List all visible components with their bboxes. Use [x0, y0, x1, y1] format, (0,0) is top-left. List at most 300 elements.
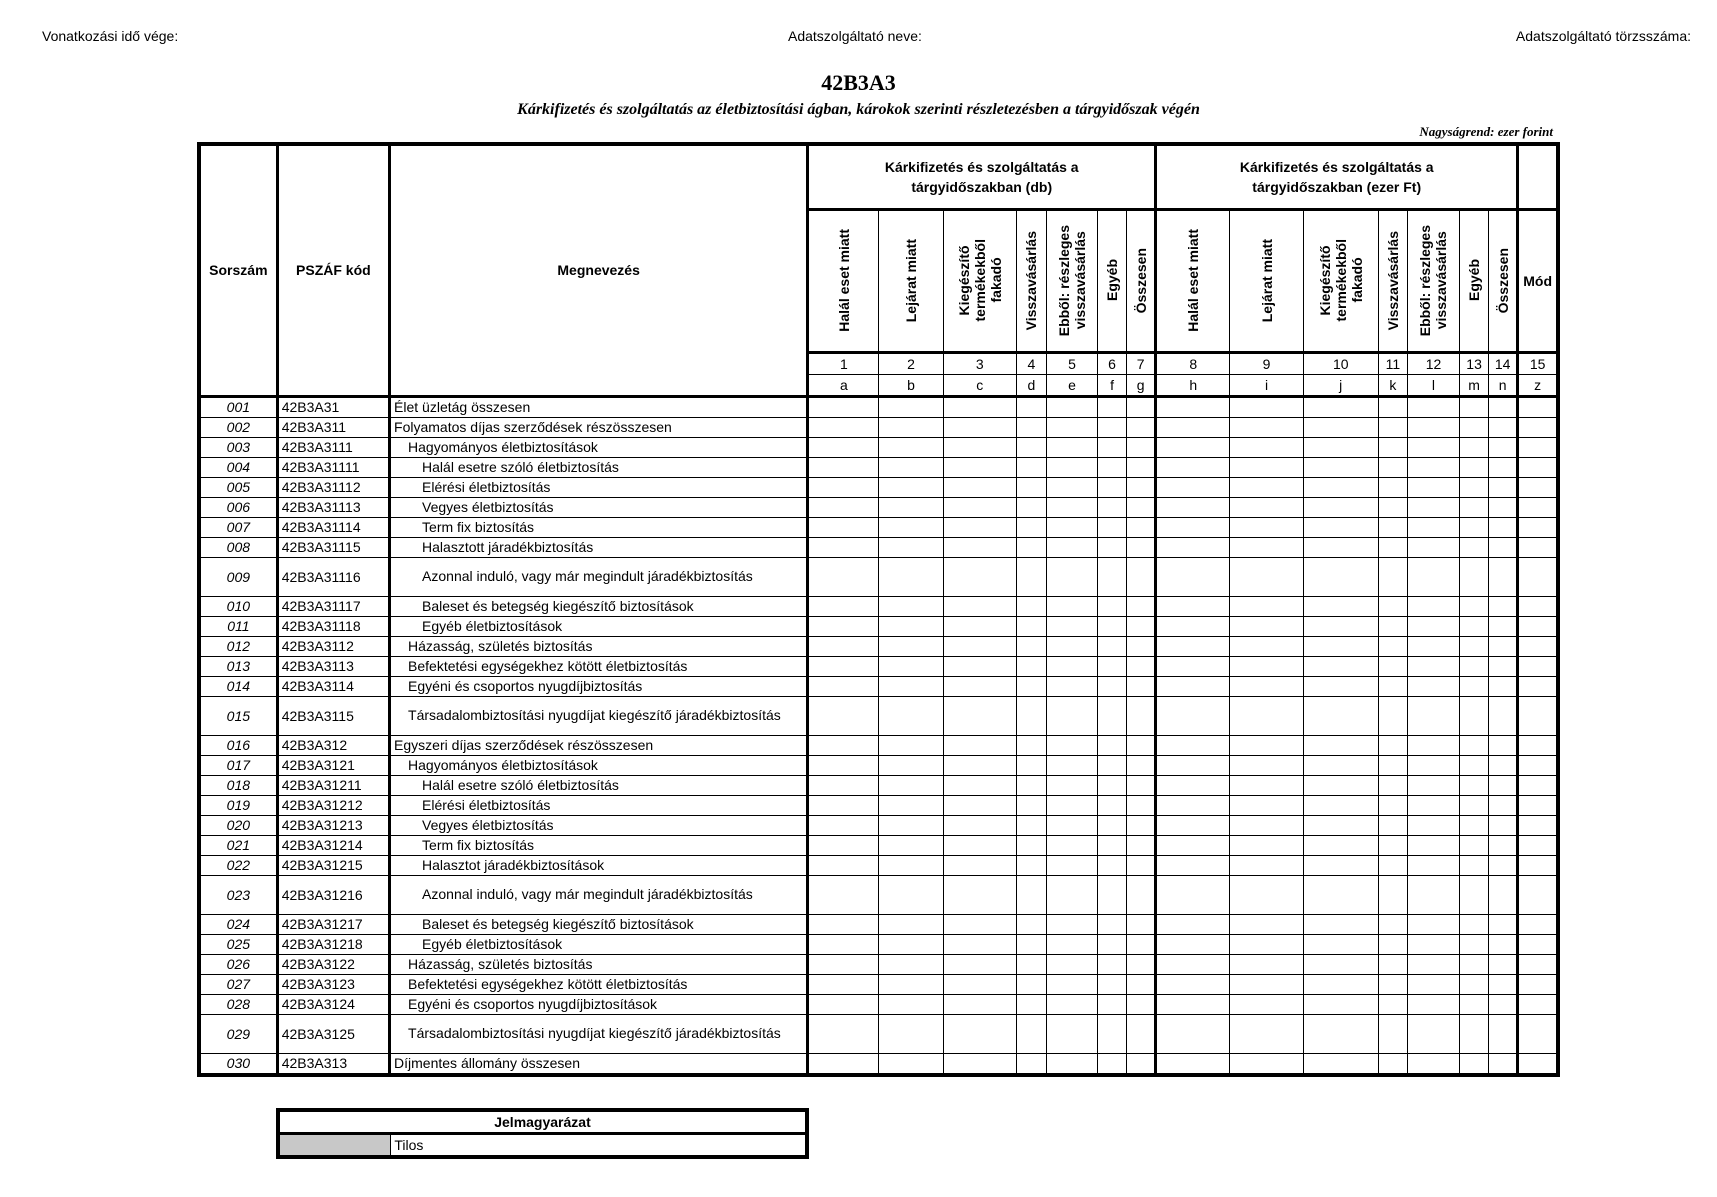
data-cell[interactable] [1127, 537, 1156, 557]
data-cell[interactable] [943, 457, 1016, 477]
data-cell[interactable] [1016, 974, 1046, 994]
data-cell[interactable] [1127, 1014, 1156, 1053]
data-cell[interactable] [943, 1014, 1016, 1053]
data-cell[interactable] [943, 934, 1016, 954]
data-cell[interactable] [808, 557, 879, 596]
data-cell[interactable] [1046, 497, 1097, 517]
data-cell[interactable] [1303, 994, 1378, 1014]
data-cell[interactable] [1489, 914, 1518, 934]
data-cell[interactable] [1098, 994, 1127, 1014]
data-cell[interactable] [1046, 835, 1097, 855]
data-cell[interactable] [1098, 676, 1127, 696]
data-cell[interactable] [1407, 676, 1459, 696]
data-cell[interactable] [1127, 914, 1156, 934]
data-cell[interactable] [1518, 417, 1558, 437]
data-cell[interactable] [1016, 537, 1046, 557]
data-cell[interactable] [1156, 636, 1230, 656]
data-cell[interactable] [1127, 676, 1156, 696]
data-cell[interactable] [1230, 974, 1303, 994]
data-cell[interactable] [943, 954, 1016, 974]
data-cell[interactable] [1230, 537, 1303, 557]
data-cell[interactable] [1156, 417, 1230, 437]
data-cell[interactable] [1460, 1053, 1489, 1075]
data-cell[interactable] [1303, 497, 1378, 517]
data-cell[interactable] [1230, 497, 1303, 517]
data-cell[interactable] [879, 596, 943, 616]
data-cell[interactable] [1230, 835, 1303, 855]
data-cell[interactable] [1230, 596, 1303, 616]
data-cell[interactable] [808, 497, 879, 517]
data-cell[interactable] [1378, 934, 1407, 954]
data-cell[interactable] [1046, 457, 1097, 477]
data-cell[interactable] [1407, 1014, 1459, 1053]
data-cell[interactable] [1046, 596, 1097, 616]
data-cell[interactable] [1460, 477, 1489, 497]
data-cell[interactable] [1127, 656, 1156, 676]
data-cell[interactable] [1378, 396, 1407, 417]
data-cell[interactable] [1127, 517, 1156, 537]
data-cell[interactable] [1098, 815, 1127, 835]
data-cell[interactable] [1230, 735, 1303, 755]
data-cell[interactable] [1156, 914, 1230, 934]
data-cell[interactable] [1489, 696, 1518, 735]
data-cell[interactable] [879, 497, 943, 517]
data-cell[interactable] [1303, 636, 1378, 656]
data-cell[interactable] [943, 417, 1016, 437]
data-cell[interactable] [808, 775, 879, 795]
data-cell[interactable] [1046, 954, 1097, 974]
data-cell[interactable] [1378, 735, 1407, 755]
data-cell[interactable] [1303, 875, 1378, 914]
data-cell[interactable] [1460, 735, 1489, 755]
data-cell[interactable] [1518, 735, 1558, 755]
data-cell[interactable] [1460, 775, 1489, 795]
data-cell[interactable] [1127, 954, 1156, 974]
data-cell[interactable] [1460, 855, 1489, 875]
data-cell[interactable] [943, 656, 1016, 676]
data-cell[interactable] [1046, 974, 1097, 994]
data-cell[interactable] [1518, 477, 1558, 497]
data-cell[interactable] [1378, 974, 1407, 994]
data-cell[interactable] [1489, 497, 1518, 517]
data-cell[interactable] [1518, 497, 1558, 517]
data-cell[interactable] [1378, 755, 1407, 775]
data-cell[interactable] [808, 457, 879, 477]
data-cell[interactable] [943, 477, 1016, 497]
data-cell[interactable] [1046, 775, 1097, 795]
data-cell[interactable] [1407, 954, 1459, 974]
data-cell[interactable] [943, 855, 1016, 875]
data-cell[interactable] [1489, 875, 1518, 914]
data-cell[interactable] [1016, 994, 1046, 1014]
data-cell[interactable] [1230, 914, 1303, 934]
data-cell[interactable] [1518, 517, 1558, 537]
data-cell[interactable] [1127, 875, 1156, 914]
data-cell[interactable] [1518, 437, 1558, 457]
data-cell[interactable] [808, 656, 879, 676]
data-cell[interactable] [1407, 537, 1459, 557]
data-cell[interactable] [1230, 1053, 1303, 1075]
data-cell[interactable] [1378, 875, 1407, 914]
data-cell[interactable] [1489, 517, 1518, 537]
data-cell[interactable] [1156, 396, 1230, 417]
data-cell[interactable] [1016, 795, 1046, 815]
data-cell[interactable] [1016, 497, 1046, 517]
data-cell[interactable] [1046, 875, 1097, 914]
data-cell[interactable] [1378, 636, 1407, 656]
data-cell[interactable] [1407, 477, 1459, 497]
data-cell[interactable] [1127, 1053, 1156, 1075]
data-cell[interactable] [808, 636, 879, 656]
data-cell[interactable] [1489, 656, 1518, 676]
data-cell[interactable] [1518, 676, 1558, 696]
data-cell[interactable] [1407, 735, 1459, 755]
data-cell[interactable] [1378, 557, 1407, 596]
data-cell[interactable] [1378, 954, 1407, 974]
data-cell[interactable] [879, 974, 943, 994]
data-cell[interactable] [1378, 656, 1407, 676]
data-cell[interactable] [1489, 396, 1518, 417]
data-cell[interactable] [943, 875, 1016, 914]
data-cell[interactable] [1518, 835, 1558, 855]
data-cell[interactable] [1378, 775, 1407, 795]
data-cell[interactable] [1378, 1053, 1407, 1075]
data-cell[interactable] [1407, 656, 1459, 676]
data-cell[interactable] [808, 735, 879, 755]
data-cell[interactable] [1016, 437, 1046, 457]
data-cell[interactable] [1156, 676, 1230, 696]
data-cell[interactable] [1098, 656, 1127, 676]
data-cell[interactable] [1016, 636, 1046, 656]
data-cell[interactable] [1046, 636, 1097, 656]
data-cell[interactable] [1378, 417, 1407, 437]
data-cell[interactable] [1303, 656, 1378, 676]
data-cell[interactable] [1518, 795, 1558, 815]
data-cell[interactable] [879, 1014, 943, 1053]
data-cell[interactable] [808, 934, 879, 954]
data-cell[interactable] [879, 755, 943, 775]
data-cell[interactable] [1156, 477, 1230, 497]
data-cell[interactable] [1230, 994, 1303, 1014]
data-cell[interactable] [1460, 656, 1489, 676]
data-cell[interactable] [1460, 457, 1489, 477]
data-cell[interactable] [1230, 855, 1303, 875]
data-cell[interactable] [1460, 497, 1489, 517]
data-cell[interactable] [1230, 636, 1303, 656]
data-cell[interactable] [1046, 656, 1097, 676]
data-cell[interactable] [1098, 437, 1127, 457]
data-cell[interactable] [1016, 616, 1046, 636]
data-cell[interactable] [1407, 616, 1459, 636]
data-cell[interactable] [1098, 616, 1127, 636]
data-cell[interactable] [1489, 755, 1518, 775]
data-cell[interactable] [1489, 557, 1518, 596]
data-cell[interactable] [879, 676, 943, 696]
data-cell[interactable] [879, 457, 943, 477]
data-cell[interactable] [1407, 636, 1459, 656]
data-cell[interactable] [1127, 696, 1156, 735]
data-cell[interactable] [1303, 676, 1378, 696]
data-cell[interactable] [1156, 557, 1230, 596]
data-cell[interactable] [879, 656, 943, 676]
data-cell[interactable] [1016, 815, 1046, 835]
data-cell[interactable] [943, 616, 1016, 636]
data-cell[interactable] [943, 557, 1016, 596]
data-cell[interactable] [1230, 696, 1303, 735]
data-cell[interactable] [943, 596, 1016, 616]
data-cell[interactable] [943, 537, 1016, 557]
data-cell[interactable] [1156, 537, 1230, 557]
data-cell[interactable] [1378, 914, 1407, 934]
data-cell[interactable] [1156, 1053, 1230, 1075]
data-cell[interactable] [1046, 795, 1097, 815]
data-cell[interactable] [1460, 557, 1489, 596]
data-cell[interactable] [1156, 755, 1230, 775]
data-cell[interactable] [1489, 855, 1518, 875]
data-cell[interactable] [1098, 636, 1127, 656]
data-cell[interactable] [943, 815, 1016, 835]
data-cell[interactable] [1127, 636, 1156, 656]
data-cell[interactable] [1046, 1053, 1097, 1075]
data-cell[interactable] [1407, 755, 1459, 775]
data-cell[interactable] [1016, 735, 1046, 755]
data-cell[interactable] [879, 537, 943, 557]
data-cell[interactable] [1460, 815, 1489, 835]
data-cell[interactable] [1303, 457, 1378, 477]
data-cell[interactable] [1489, 477, 1518, 497]
data-cell[interactable] [879, 636, 943, 656]
data-cell[interactable] [808, 1014, 879, 1053]
data-cell[interactable] [1016, 934, 1046, 954]
data-cell[interactable] [1016, 656, 1046, 676]
data-cell[interactable] [1016, 517, 1046, 537]
data-cell[interactable] [1098, 557, 1127, 596]
data-cell[interactable] [1518, 616, 1558, 636]
data-cell[interactable] [1518, 855, 1558, 875]
data-cell[interactable] [1518, 954, 1558, 974]
data-cell[interactable] [1518, 457, 1558, 477]
data-cell[interactable] [1518, 537, 1558, 557]
data-cell[interactable] [1489, 616, 1518, 636]
data-cell[interactable] [1230, 1014, 1303, 1053]
data-cell[interactable] [1407, 396, 1459, 417]
data-cell[interactable] [1046, 855, 1097, 875]
data-cell[interactable] [1016, 696, 1046, 735]
data-cell[interactable] [1127, 735, 1156, 755]
data-cell[interactable] [879, 396, 943, 417]
data-cell[interactable] [1098, 775, 1127, 795]
data-cell[interactable] [1489, 934, 1518, 954]
data-cell[interactable] [1378, 616, 1407, 636]
data-cell[interactable] [1127, 974, 1156, 994]
data-cell[interactable] [1407, 1053, 1459, 1075]
data-cell[interactable] [1046, 1014, 1097, 1053]
data-cell[interactable] [1046, 537, 1097, 557]
data-cell[interactable] [1127, 417, 1156, 437]
data-cell[interactable] [1460, 517, 1489, 537]
data-cell[interactable] [1378, 497, 1407, 517]
data-cell[interactable] [1303, 557, 1378, 596]
data-cell[interactable] [808, 994, 879, 1014]
data-cell[interactable] [943, 696, 1016, 735]
data-cell[interactable] [879, 815, 943, 835]
data-cell[interactable] [1230, 616, 1303, 636]
data-cell[interactable] [1046, 477, 1097, 497]
data-cell[interactable] [1127, 775, 1156, 795]
data-cell[interactable] [1378, 835, 1407, 855]
data-cell[interactable] [1489, 417, 1518, 437]
data-cell[interactable] [808, 477, 879, 497]
data-cell[interactable] [1046, 396, 1097, 417]
data-cell[interactable] [1407, 557, 1459, 596]
data-cell[interactable] [1230, 557, 1303, 596]
data-cell[interactable] [1016, 457, 1046, 477]
data-cell[interactable] [1016, 396, 1046, 417]
data-cell[interactable] [1489, 457, 1518, 477]
data-cell[interactable] [1303, 1014, 1378, 1053]
data-cell[interactable] [1016, 914, 1046, 934]
data-cell[interactable] [1156, 735, 1230, 755]
data-cell[interactable] [1489, 537, 1518, 557]
data-cell[interactable] [808, 855, 879, 875]
data-cell[interactable] [808, 616, 879, 636]
data-cell[interactable] [1046, 934, 1097, 954]
data-cell[interactable] [1303, 835, 1378, 855]
data-cell[interactable] [1407, 517, 1459, 537]
data-cell[interactable] [879, 735, 943, 755]
data-cell[interactable] [1460, 417, 1489, 437]
data-cell[interactable] [1127, 815, 1156, 835]
data-cell[interactable] [1156, 1014, 1230, 1053]
data-cell[interactable] [1489, 676, 1518, 696]
data-cell[interactable] [1378, 596, 1407, 616]
data-cell[interactable] [1098, 596, 1127, 616]
data-cell[interactable] [879, 477, 943, 497]
data-cell[interactable] [1518, 775, 1558, 795]
data-cell[interactable] [1489, 775, 1518, 795]
data-cell[interactable] [1518, 1053, 1558, 1075]
data-cell[interactable] [1156, 855, 1230, 875]
data-cell[interactable] [1518, 815, 1558, 835]
data-cell[interactable] [943, 1053, 1016, 1075]
data-cell[interactable] [1489, 994, 1518, 1014]
data-cell[interactable] [1156, 934, 1230, 954]
data-cell[interactable] [1378, 1014, 1407, 1053]
data-cell[interactable] [1156, 437, 1230, 457]
data-cell[interactable] [1303, 795, 1378, 815]
data-cell[interactable] [1127, 477, 1156, 497]
data-cell[interactable] [943, 497, 1016, 517]
data-cell[interactable] [808, 537, 879, 557]
data-cell[interactable] [1156, 795, 1230, 815]
data-cell[interactable] [1098, 954, 1127, 974]
data-cell[interactable] [808, 517, 879, 537]
data-cell[interactable] [1303, 755, 1378, 775]
data-cell[interactable] [1016, 596, 1046, 616]
data-cell[interactable] [1127, 457, 1156, 477]
data-cell[interactable] [1460, 755, 1489, 775]
data-cell[interactable] [1098, 457, 1127, 477]
data-cell[interactable] [1230, 934, 1303, 954]
data-cell[interactable] [1303, 616, 1378, 636]
data-cell[interactable] [1098, 417, 1127, 437]
data-cell[interactable] [943, 517, 1016, 537]
data-cell[interactable] [1127, 557, 1156, 596]
data-cell[interactable] [1303, 855, 1378, 875]
data-cell[interactable] [1378, 437, 1407, 457]
data-cell[interactable] [1230, 954, 1303, 974]
data-cell[interactable] [1098, 537, 1127, 557]
data-cell[interactable] [1127, 396, 1156, 417]
data-cell[interactable] [1156, 775, 1230, 795]
data-cell[interactable] [1098, 795, 1127, 815]
data-cell[interactable] [1046, 417, 1097, 437]
data-cell[interactable] [1016, 954, 1046, 974]
data-cell[interactable] [1518, 875, 1558, 914]
data-cell[interactable] [1407, 596, 1459, 616]
data-cell[interactable] [1016, 855, 1046, 875]
data-cell[interactable] [1489, 1014, 1518, 1053]
data-cell[interactable] [1303, 477, 1378, 497]
data-cell[interactable] [943, 795, 1016, 815]
data-cell[interactable] [1016, 835, 1046, 855]
data-cell[interactable] [1378, 477, 1407, 497]
data-cell[interactable] [1460, 1014, 1489, 1053]
data-cell[interactable] [1407, 497, 1459, 517]
data-cell[interactable] [1460, 636, 1489, 656]
data-cell[interactable] [943, 437, 1016, 457]
data-cell[interactable] [1407, 815, 1459, 835]
data-cell[interactable] [1460, 616, 1489, 636]
data-cell[interactable] [1518, 396, 1558, 417]
data-cell[interactable] [943, 676, 1016, 696]
data-cell[interactable] [1046, 676, 1097, 696]
data-cell[interactable] [808, 1053, 879, 1075]
data-cell[interactable] [1046, 696, 1097, 735]
data-cell[interactable] [808, 596, 879, 616]
data-cell[interactable] [879, 835, 943, 855]
data-cell[interactable] [1230, 656, 1303, 676]
data-cell[interactable] [1489, 596, 1518, 616]
data-cell[interactable] [943, 974, 1016, 994]
data-cell[interactable] [1460, 835, 1489, 855]
data-cell[interactable] [1156, 616, 1230, 636]
data-cell[interactable] [943, 396, 1016, 417]
data-cell[interactable] [1489, 735, 1518, 755]
data-cell[interactable] [1460, 914, 1489, 934]
data-cell[interactable] [1518, 656, 1558, 676]
data-cell[interactable] [1460, 974, 1489, 994]
data-cell[interactable] [1303, 596, 1378, 616]
data-cell[interactable] [1230, 755, 1303, 775]
data-cell[interactable] [1156, 517, 1230, 537]
data-cell[interactable] [1518, 696, 1558, 735]
data-cell[interactable] [1518, 1014, 1558, 1053]
data-cell[interactable] [1016, 755, 1046, 775]
data-cell[interactable] [1127, 934, 1156, 954]
data-cell[interactable] [1127, 596, 1156, 616]
data-cell[interactable] [1460, 994, 1489, 1014]
data-cell[interactable] [1378, 676, 1407, 696]
data-cell[interactable] [1046, 755, 1097, 775]
data-cell[interactable] [879, 914, 943, 934]
data-cell[interactable] [1303, 1053, 1378, 1075]
data-cell[interactable] [1489, 835, 1518, 855]
data-cell[interactable] [1489, 437, 1518, 457]
data-cell[interactable] [1098, 974, 1127, 994]
data-cell[interactable] [1098, 855, 1127, 875]
data-cell[interactable] [1230, 795, 1303, 815]
